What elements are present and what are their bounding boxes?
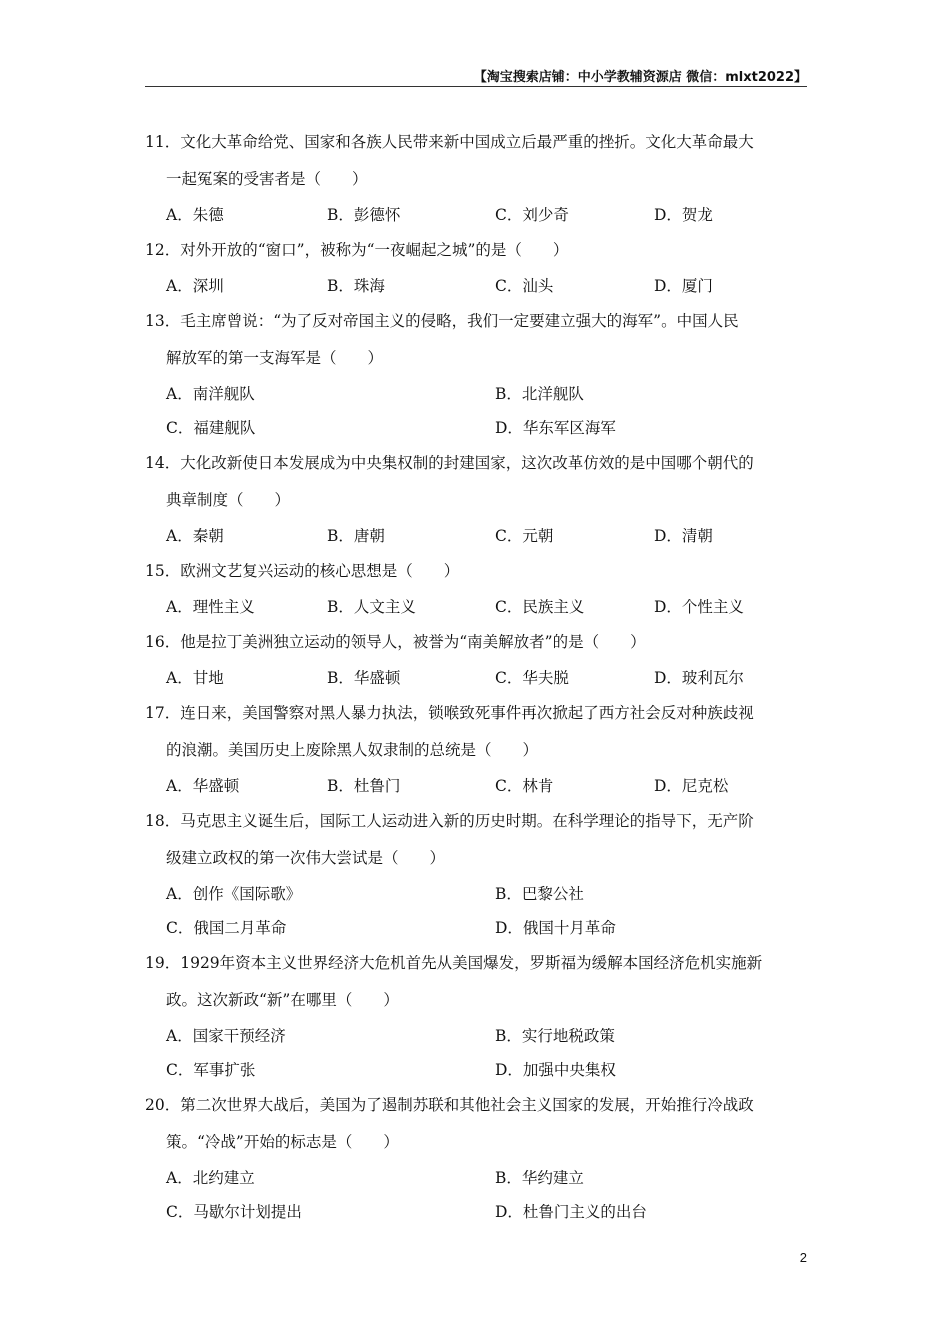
options-row [145,411,807,445]
question-stem-cont: 典章制度（ ） [166,491,291,509]
question-stem: 15．欧洲文艺复兴运动的核心思想是（ ） [145,562,460,580]
option-d[interactable]: D．尼克松 [654,777,729,795]
question-stem-cont: 策。“冷战”开始的标志是（ ） [166,1133,399,1151]
option-b[interactable]: B．人文主义 [327,598,416,616]
option-d[interactable]: D．加强中央集权 [495,1061,616,1079]
option-a[interactable]: A．北约建立 [166,1169,255,1187]
option-a[interactable]: A．理性主义 [166,598,255,616]
question-stem-cont: 一起冤案的受害者是（ ） [166,170,368,188]
question-stem-cont: 政。这次新政“新”在哪里（ ） [166,991,399,1009]
option-b[interactable]: B．彭德怀 [327,206,401,224]
options-row [145,590,807,624]
option-d[interactable]: D．杜鲁门主义的出台 [495,1203,647,1221]
option-d[interactable]: D．厦门 [654,277,713,295]
options-row [145,198,807,232]
question-15 [145,553,807,624]
option-c[interactable]: C．林肯 [495,777,554,795]
question-stem: 17．连日来，美国警察对黑人暴力执法，锁喉致死事件再次掀起了西方社会反对种族歧视 [145,704,754,722]
question-18 [145,803,807,945]
option-b[interactable]: B．华约建立 [495,1169,584,1187]
option-a[interactable]: A．华盛顿 [166,777,240,795]
option-d[interactable]: D．贺龙 [654,206,713,224]
options-row [145,1019,807,1053]
options-row [145,1161,807,1195]
question-list [145,124,807,1229]
question-stem-cont: 级建立政权的第一次伟大尝试是（ ） [166,849,446,867]
option-b[interactable]: B．珠海 [327,277,385,295]
question-stem: 12．对外开放的“窗口”，被称为“一夜崛起之城”的是（ ） [145,241,569,259]
option-d[interactable]: D．玻利瓦尔 [654,669,744,687]
option-a[interactable]: A．甘地 [166,669,224,687]
question-stem: 19．1929年资本主义世界经济大危机首先从美国爆发，罗斯福为缓解本国经济危机实施新 [145,954,763,972]
question-11 [145,124,807,232]
option-d[interactable]: D．华东军区海军 [495,419,616,437]
question-stem-cont: 解放军的第一支海军是（ ） [166,349,384,367]
question-19 [145,945,807,1087]
option-c[interactable]: C．俄国二月革命 [166,919,287,937]
question-stem: 20．第二次世界大战后，美国为了遏制苏联和其他社会主义国家的发展，开始推行冷战政 [145,1096,754,1114]
options-row [145,377,807,411]
options-row [145,269,807,303]
option-a[interactable]: A．国家干预经济 [166,1027,286,1045]
option-d[interactable]: D．清朝 [654,527,713,545]
question-20 [145,1087,807,1229]
page-header: 【淘宝搜索店铺：中小学教辅资源店 微信：mlxt2022】 [473,70,807,85]
options-row [145,519,807,553]
option-a[interactable]: A．秦朝 [166,527,224,545]
option-c[interactable]: C．刘少奇 [495,206,569,224]
options-row [145,877,807,911]
option-a[interactable]: A．深圳 [166,277,224,295]
option-b[interactable]: B．北洋舰队 [495,385,584,403]
option-a[interactable]: A．创作《国际歌》 [166,885,302,903]
option-d[interactable]: D．个性主义 [654,598,744,616]
options-row [145,911,807,945]
option-a[interactable]: A．南洋舰队 [166,385,255,403]
options-row [145,661,807,695]
option-c[interactable]: C．汕头 [495,277,554,295]
question-stem: 11．文化大革命给党、国家和各族人民带来新中国成立后最严重的挫折。文化大革命最大 [145,133,754,151]
question-17 [145,695,807,803]
question-stem: 18．马克思主义诞生后，国际工人运动进入新的历史时期。在科学理论的指导下，无产阶 [145,812,754,830]
question-stem: 14．大化改新使日本发展成为中央集权制的封建国家，这次改革仿效的是中国哪个朝代的 [145,454,754,472]
option-b[interactable]: B．巴黎公社 [495,885,584,903]
options-row [145,769,807,803]
option-a[interactable]: A．朱德 [166,206,224,224]
options-row [145,1195,807,1229]
header-divider [145,86,807,87]
page-number: 2 [799,1250,807,1265]
question-stem: 13．毛主席曾说：“为了反对帝国主义的侵略，我们一定要建立强大的海军”。中国人民 [145,312,739,330]
option-b[interactable]: B．实行地税政策 [495,1027,615,1045]
question-stem: 16．他是拉丁美洲独立运动的领导人，被誉为“南美解放者”的是（ ） [145,633,646,651]
question-stem-cont: 的浪潮。美国历史上废除黑人奴隶制的总统是（ ） [166,741,539,759]
option-b[interactable]: B．唐朝 [327,527,385,545]
option-c[interactable]: C．华夫脱 [495,669,569,687]
option-c[interactable]: C．民族主义 [495,598,585,616]
options-row [145,1053,807,1087]
option-c[interactable]: C．马歇尔计划提出 [166,1203,302,1221]
question-14 [145,445,807,553]
option-c[interactable]: C．元朝 [495,527,554,545]
option-c[interactable]: C．福建舰队 [166,419,256,437]
option-d[interactable]: D．俄国十月革命 [495,919,616,937]
option-c[interactable]: C．军事扩张 [166,1061,256,1079]
question-12 [145,232,807,303]
question-13 [145,303,807,445]
question-16 [145,624,807,695]
option-b[interactable]: B．华盛顿 [327,669,401,687]
option-b[interactable]: B．杜鲁门 [327,777,401,795]
